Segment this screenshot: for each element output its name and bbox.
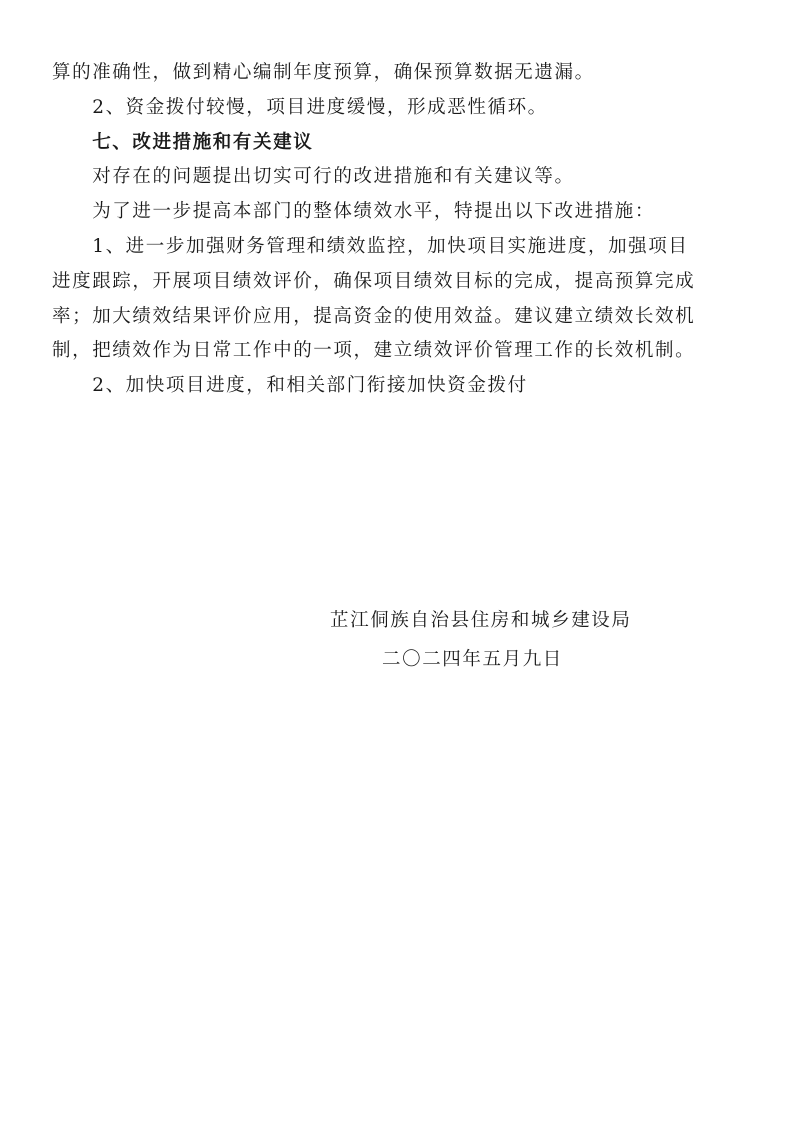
paragraph-line: 1、进一步加强财务管理和绩效监控，加快项目实施进度，加强项目	[52, 235, 689, 257]
section-heading: 七、改进措施和有关建议	[52, 131, 314, 153]
paragraph-line: 率；加大绩效结果评价应用，提高资金的使用效益。建议建立绩效长效机	[52, 305, 696, 327]
body-text	[52, 56, 742, 404]
signature-organization: 芷江侗族自治县住房和城乡建设局	[330, 610, 632, 631]
paragraph-line: 制，把绩效作为日常工作中的一项，建立绩效评价管理工作的长效机制。	[52, 340, 696, 362]
paragraph-line: 2、加快项目进度，和相关部门衔接加快资金拨付	[52, 375, 528, 397]
signature-date: 二〇二四年五月九日	[382, 649, 563, 670]
paragraph-line: 为了进一步提高本部门的整体绩效水平，特提出以下改进措施：	[52, 201, 656, 223]
paragraph-line: 2、资金拨付较慢，项目进度缓慢，形成恶性循环。	[52, 96, 548, 118]
paragraph-line: 进度跟踪，开展项目绩效评价，确保项目绩效目标的完成，提高预算完成	[52, 270, 696, 292]
paragraph-line: 算的准确性，做到精心编制年度预算，确保预算数据无遗漏。	[52, 62, 595, 83]
paragraph-line: 对存在的问题提出切实可行的改进措施和有关建议等。	[52, 166, 575, 188]
